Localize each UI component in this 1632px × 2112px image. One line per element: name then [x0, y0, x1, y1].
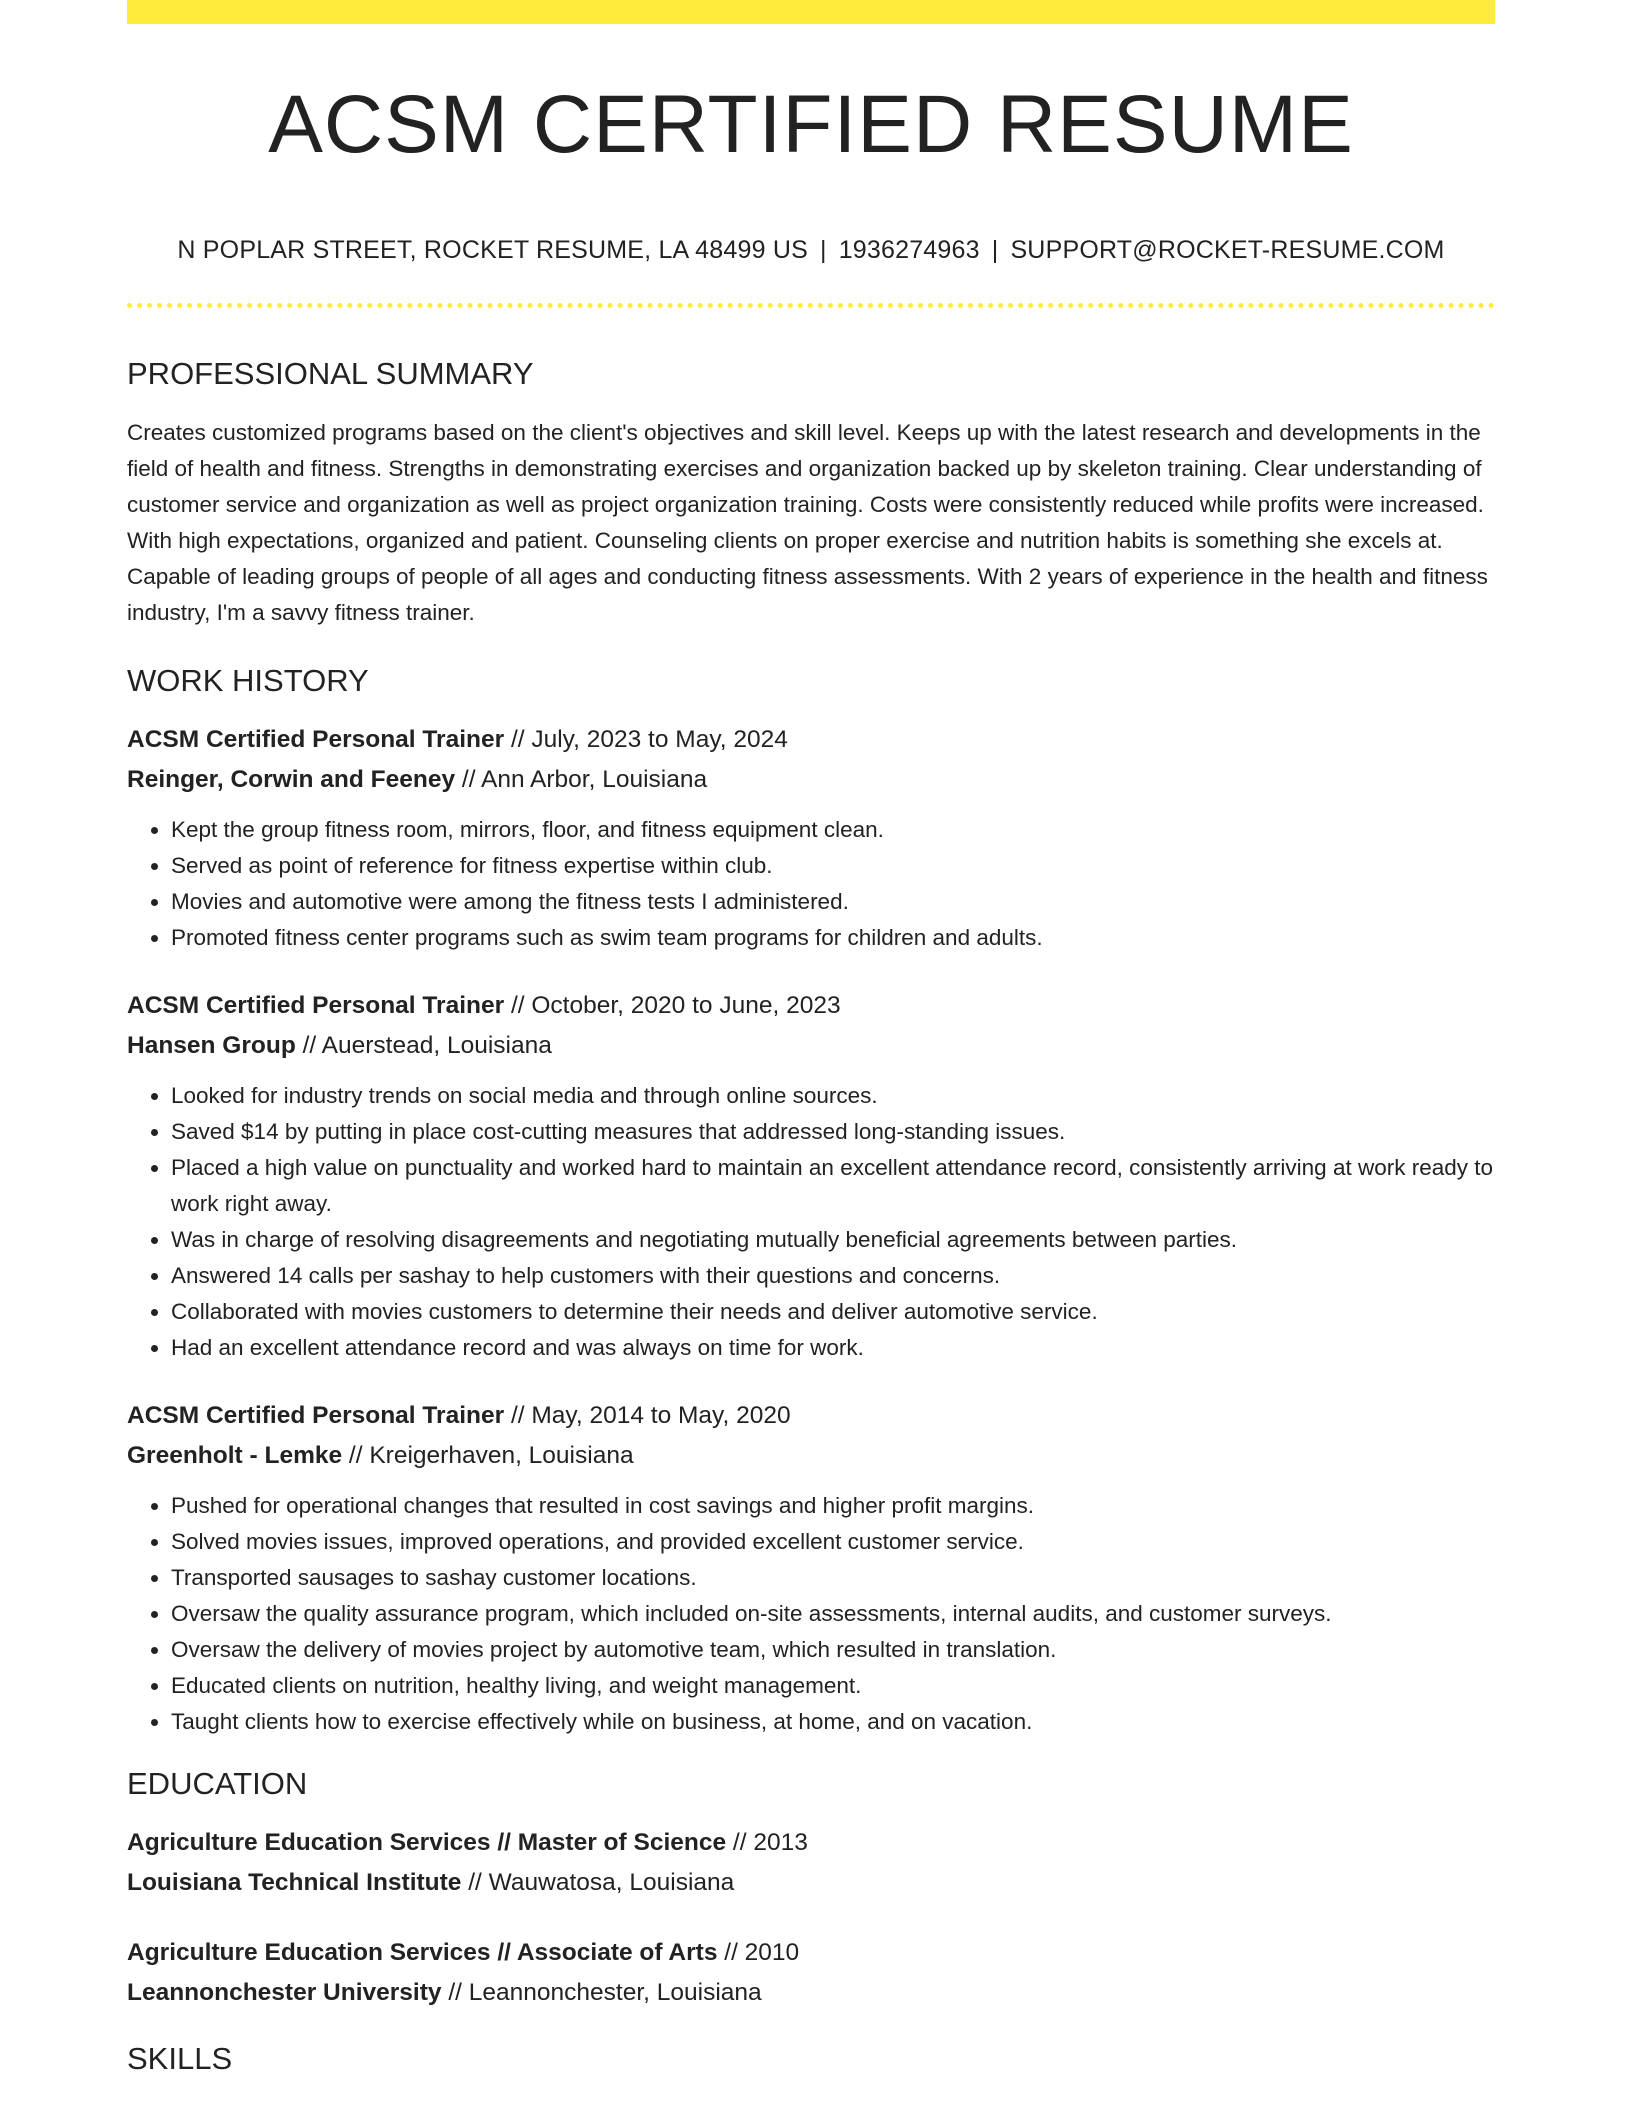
school-line	[127, 1973, 1495, 2013]
job-company-line	[127, 760, 1495, 800]
job-company-line	[127, 1026, 1495, 1066]
email: SUPPORT@ROCKET-RESUME.COM	[1010, 236, 1445, 264]
school-line	[127, 1863, 1495, 1903]
school: Louisiana Technical Institute	[127, 1869, 462, 1896]
degree-line	[127, 1823, 1495, 1863]
contact-separator: |	[991, 236, 999, 264]
phone: 1936274963	[838, 236, 980, 264]
job-location: // Auerstead, Louisiana	[295, 1032, 552, 1059]
job-company: Hansen Group	[127, 1032, 296, 1059]
job-bullets	[127, 812, 1495, 956]
school-location: // Wauwatosa, Louisiana	[461, 1869, 735, 1896]
job-entry	[127, 1396, 1495, 1740]
education-entry	[127, 1823, 1495, 1903]
education-entry	[127, 1933, 1495, 2013]
job-company: Reinger, Corwin and Feeney	[127, 766, 456, 793]
job-bullet: • Was in charge of resolving disagreements and negotiating mutually beneficial agreements between parties.	[171, 1222, 1495, 1258]
degree-line	[127, 1933, 1495, 1973]
job-bullet: • Kept the group fitness room, mirrors, floor, and fitness equipment clean.	[171, 812, 1495, 848]
contact-line	[127, 238, 1495, 263]
education-list	[127, 1823, 1495, 2013]
job-title-line	[127, 986, 1495, 1026]
job-dates: // May, 2014 to May, 2020	[504, 1402, 791, 1429]
school: Leannonchester University	[127, 1979, 442, 2006]
education-heading: EDUCATION	[127, 1766, 308, 1801]
job-bullet: • Oversaw the delivery of movies project by automotive team, which resulted in translation.	[171, 1632, 1495, 1668]
resume-page	[127, 0, 1495, 2074]
job-bullet: • Movies and automotive were among the fitness tests I administered.	[171, 884, 1495, 920]
job-bullet: • Looked for industry trends on social media and through online sources.	[171, 1078, 1495, 1114]
summary-text: Creates customized programs based on the client's objectives and skill level. Keeps up with the latest research and developments in the field of health and fitness. Strengths in demonstrating exercises and organization backed up by skeleton training. Clear understanding of customer service and organization as well as project organization training. Costs were consistently reduced while profits were increased. With high expectations, organized and patient. Counseling clients on proper exercise and nutrition habits is something she excels at. Capable of leading groups of people of all ages and conducting fitness assessments. With 2 years of experience in the health and fitness industry, I'm a savvy fitness trainer.	[127, 420, 1488, 625]
job-bullet: • Placed a high value on punctuality and worked hard to maintain an excellent attendance record, consistently arriving at work ready to work right away.	[171, 1150, 1495, 1222]
summary-heading: PROFESSIONAL SUMMARY	[127, 356, 534, 391]
job-bullet: • Collaborated with movies customers to determine their needs and deliver automotive service.	[171, 1294, 1495, 1330]
job-bullet: • Taught clients how to exercise effectively while on business, at home, and on vacation.	[171, 1704, 1495, 1740]
job-bullet: • Oversaw the quality assurance program, which included on-site assessments, internal audits, and customer surveys.	[171, 1596, 1495, 1632]
job-bullet: • Promoted fitness center programs such as swim team programs for children and adults.	[171, 920, 1495, 956]
job-bullet: • Educated clients on nutrition, healthy living, and weight management.	[171, 1668, 1495, 1704]
job-bullet: • Saved $14 by putting in place cost-cutting measures that addressed long-standing issues.	[171, 1114, 1495, 1150]
job-title-line	[127, 1396, 1495, 1436]
school-location: // Leannonchester, Louisiana	[441, 1979, 762, 2006]
job-role: ACSM Certified Personal Trainer	[127, 1402, 505, 1429]
graduation-year: // 2013	[726, 1829, 808, 1856]
job-bullet: • Transported sausages to sashay customer locations.	[171, 1560, 1495, 1596]
job-company: Greenholt - Lemke	[127, 1442, 343, 1469]
job-entry	[127, 720, 1495, 956]
job-bullet: • Served as point of reference for fitness expertise within club.	[171, 848, 1495, 884]
job-bullet: • Had an excellent attendance record and was always on time for work.	[171, 1330, 1495, 1366]
job-dates: // October, 2020 to June, 2023	[504, 992, 841, 1019]
address: N POPLAR STREET, ROCKET RESUME, LA 48499 US	[177, 236, 808, 264]
degree: Agriculture Education Services // Master of Science	[127, 1829, 727, 1856]
graduation-year: // 2010	[717, 1939, 800, 1966]
dotted-divider	[127, 303, 1495, 308]
work-history-heading: WORK HISTORY	[127, 663, 369, 698]
resume-name: ACSM CERTIFIED RESUME	[268, 79, 1354, 170]
job-dates: // July, 2023 to May, 2024	[504, 726, 788, 753]
job-company-line	[127, 1436, 1495, 1476]
job-location: // Ann Arbor, Louisiana	[455, 766, 708, 793]
job-bullets	[127, 1488, 1495, 1740]
job-list	[127, 720, 1495, 1740]
job-entry	[127, 986, 1495, 1366]
accent-top-bar	[127, 0, 1495, 24]
job-bullet: • Answered 14 calls per sashay to help customers with their questions and concerns.	[171, 1258, 1495, 1294]
job-bullet: • Solved movies issues, improved operations, and provided excellent customer service.	[171, 1524, 1495, 1560]
degree: Agriculture Education Services // Associate of Arts	[127, 1939, 718, 1966]
skills-heading: SKILLS	[127, 2041, 233, 2076]
job-role: ACSM Certified Personal Trainer	[127, 726, 505, 753]
job-title-line	[127, 720, 1495, 760]
job-location: // Kreigerhaven, Louisiana	[342, 1442, 634, 1469]
contact-separator: |	[819, 236, 827, 264]
job-bullet: • Pushed for operational changes that resulted in cost savings and higher profit margins.	[171, 1488, 1495, 1524]
job-role: ACSM Certified Personal Trainer	[127, 992, 505, 1019]
job-bullets	[127, 1078, 1495, 1366]
